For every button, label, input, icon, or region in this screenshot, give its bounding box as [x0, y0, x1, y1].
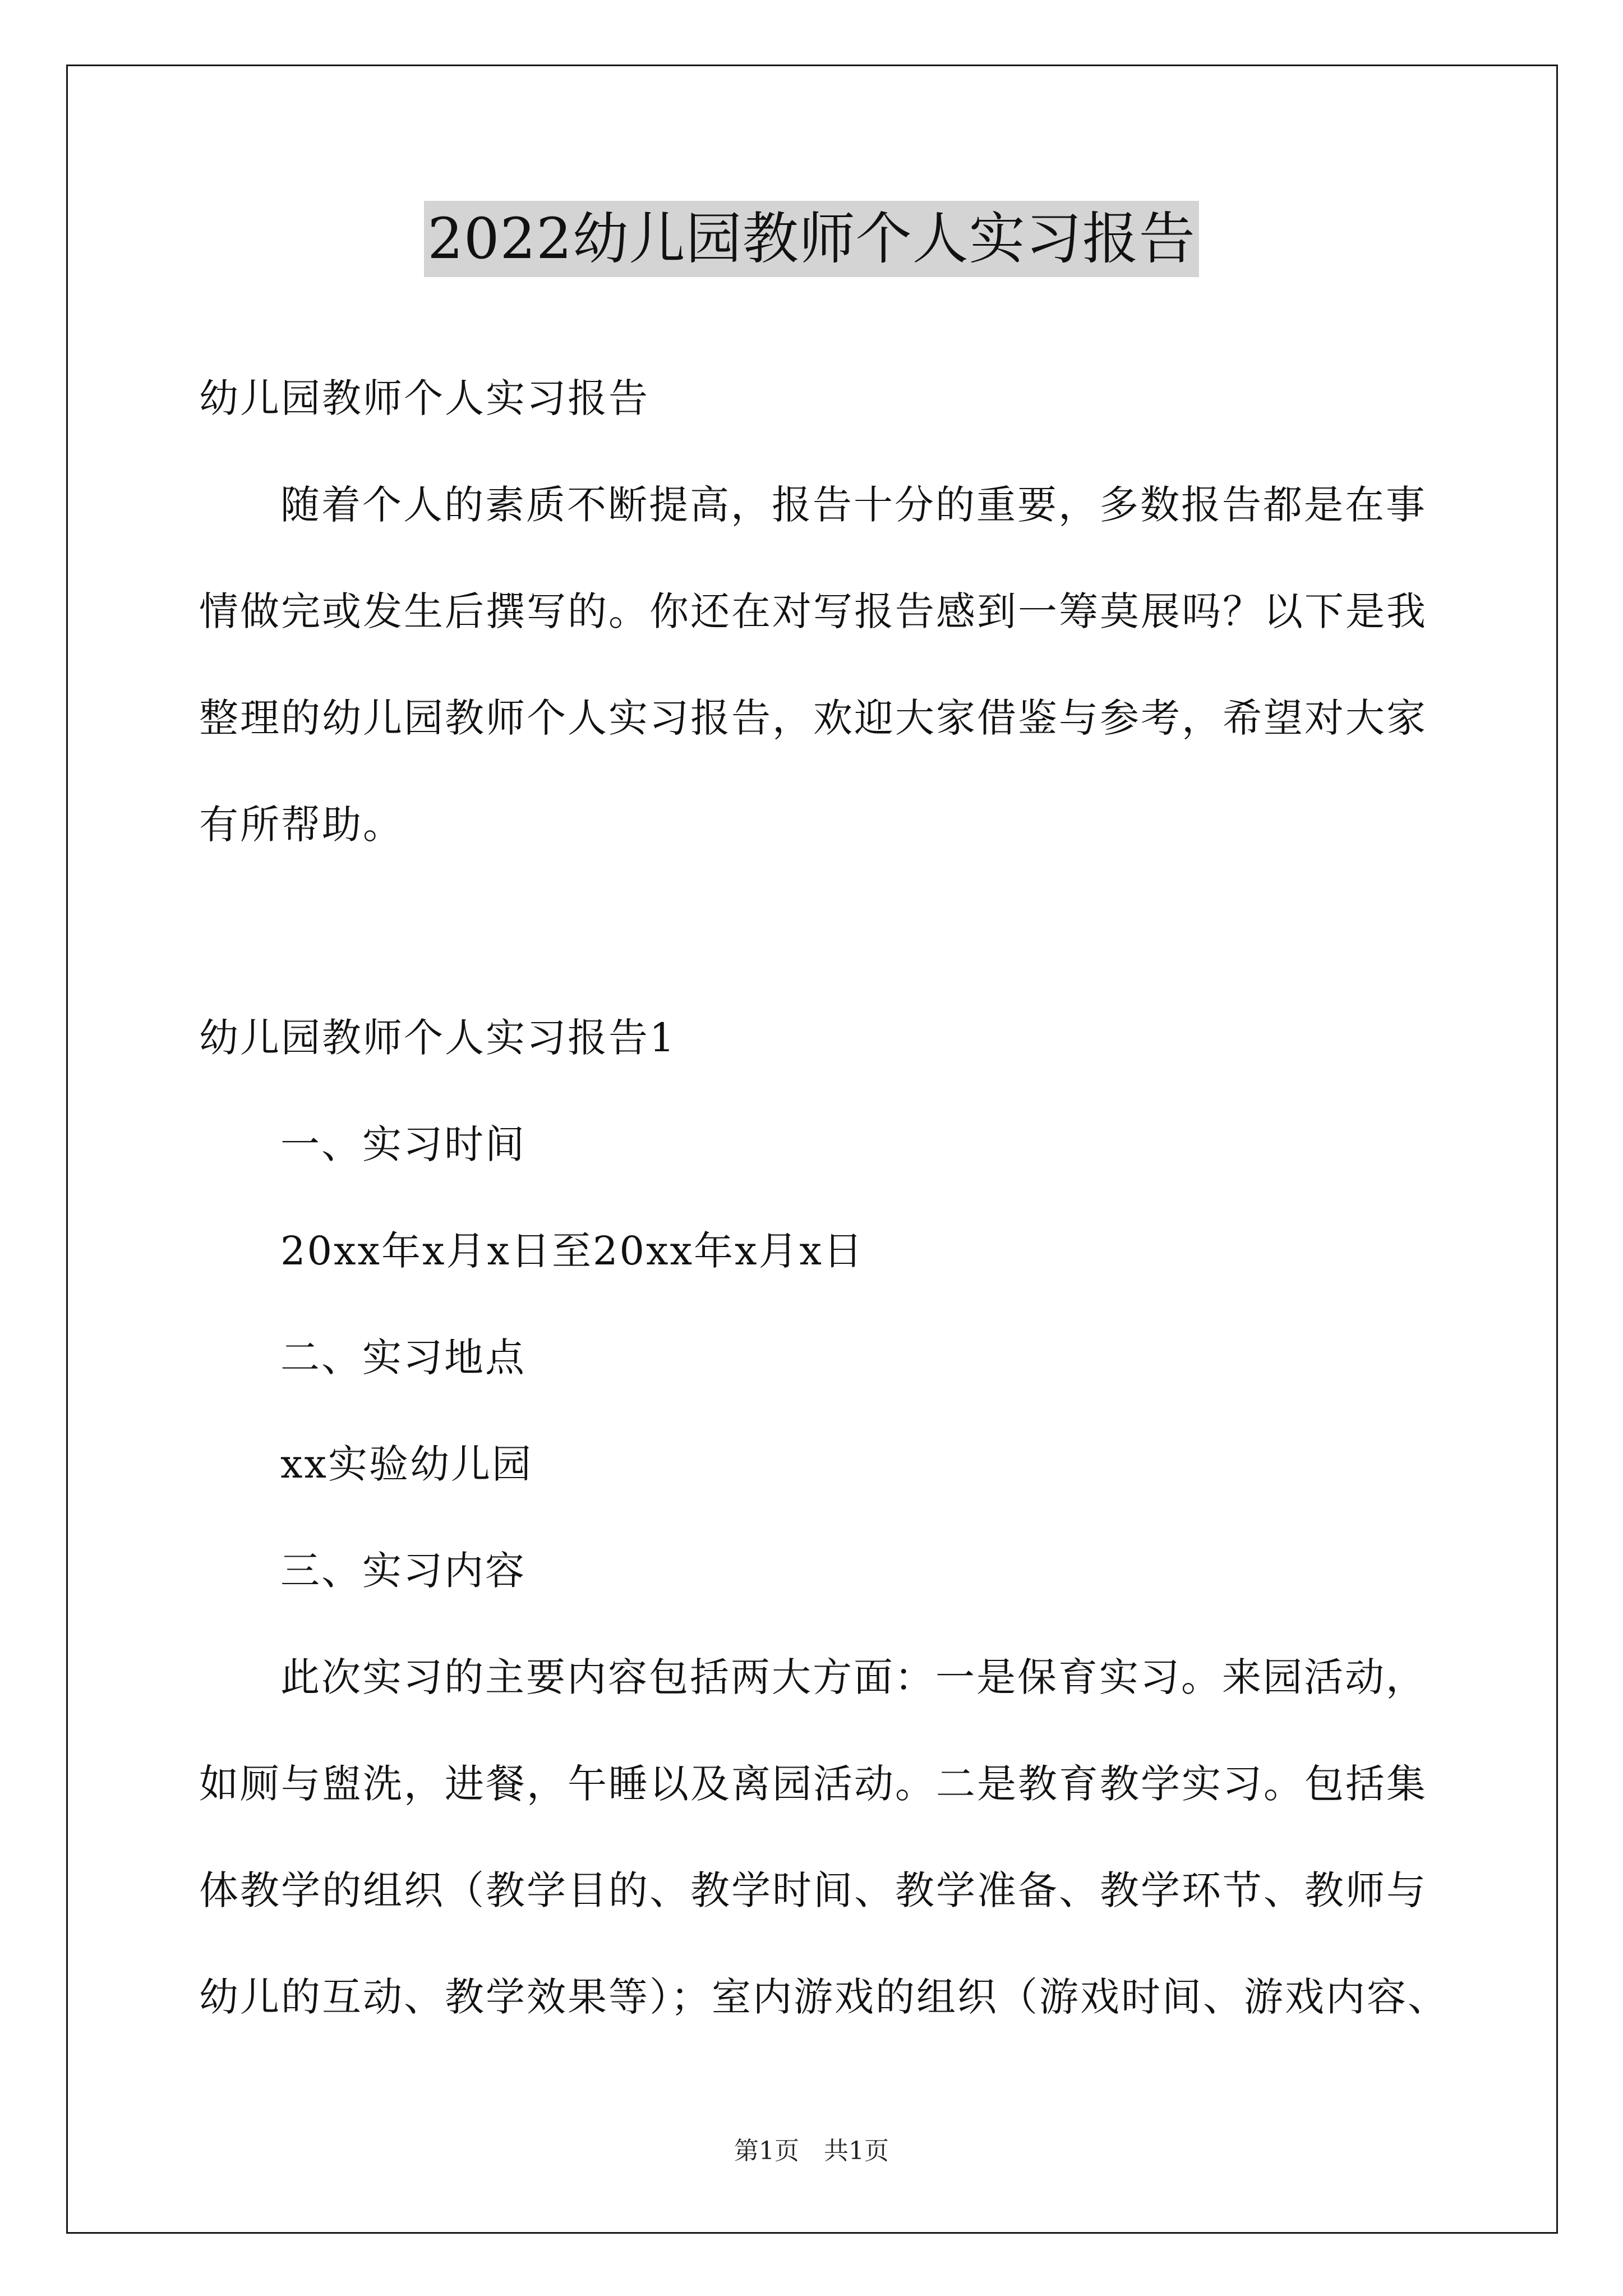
- intro-line: 整理的幼儿园教师个人实习报告，欢迎大家借鉴与参考，希望对大家: [199, 695, 1427, 741]
- body-line: 体教学的组织（教学目的、教学时间、教学准备、教学环节、教师与: [199, 1867, 1427, 1913]
- heading-internship-location: 二、实习地点: [280, 1335, 526, 1381]
- intro-line: 随着个人的素质不断提高，报告十分的重要，多数报告都是在事: [280, 482, 1427, 528]
- heading-internship-content: 三、实习内容: [280, 1548, 526, 1594]
- paragraph-spacer: [199, 878, 1433, 984]
- subtitle: 幼儿园教师个人实习报告: [199, 375, 649, 421]
- page-total: 共1页: [824, 2137, 889, 2165]
- section-title: 幼儿园教师个人实习报告1: [199, 1015, 676, 1061]
- page-footer: [0, 2134, 1623, 2168]
- intro-line: 情做完或发生后撰写的。你还在对写报告感到一筹莫展吗？以下是我: [199, 588, 1427, 634]
- intro-line: 有所帮助。: [199, 802, 404, 848]
- document-body: [199, 345, 1449, 2050]
- heading-internship-time: 一、实习时间: [280, 1121, 526, 1167]
- page-number: 第1页: [734, 2137, 799, 2165]
- body-line: 此次实习的主要内容包括两大方面：一是保育实习。来园活动，: [280, 1654, 1427, 1700]
- body-line: 幼儿的互动、教学效果等）；室内游戏的组织（游戏时间、游戏内容、: [199, 1974, 1449, 2020]
- document-title: 2022幼儿园教师个人实习报告: [424, 201, 1199, 277]
- internship-location: xx实验幼儿园: [280, 1441, 533, 1487]
- body-line: 如厕与盥洗，进餐，午睡以及离园活动。二是教育教学实习。包括集: [199, 1761, 1427, 1807]
- internship-date-range: 20xx年x月x日至20xx年x月x日: [280, 1228, 864, 1274]
- title-container: [0, 201, 1623, 277]
